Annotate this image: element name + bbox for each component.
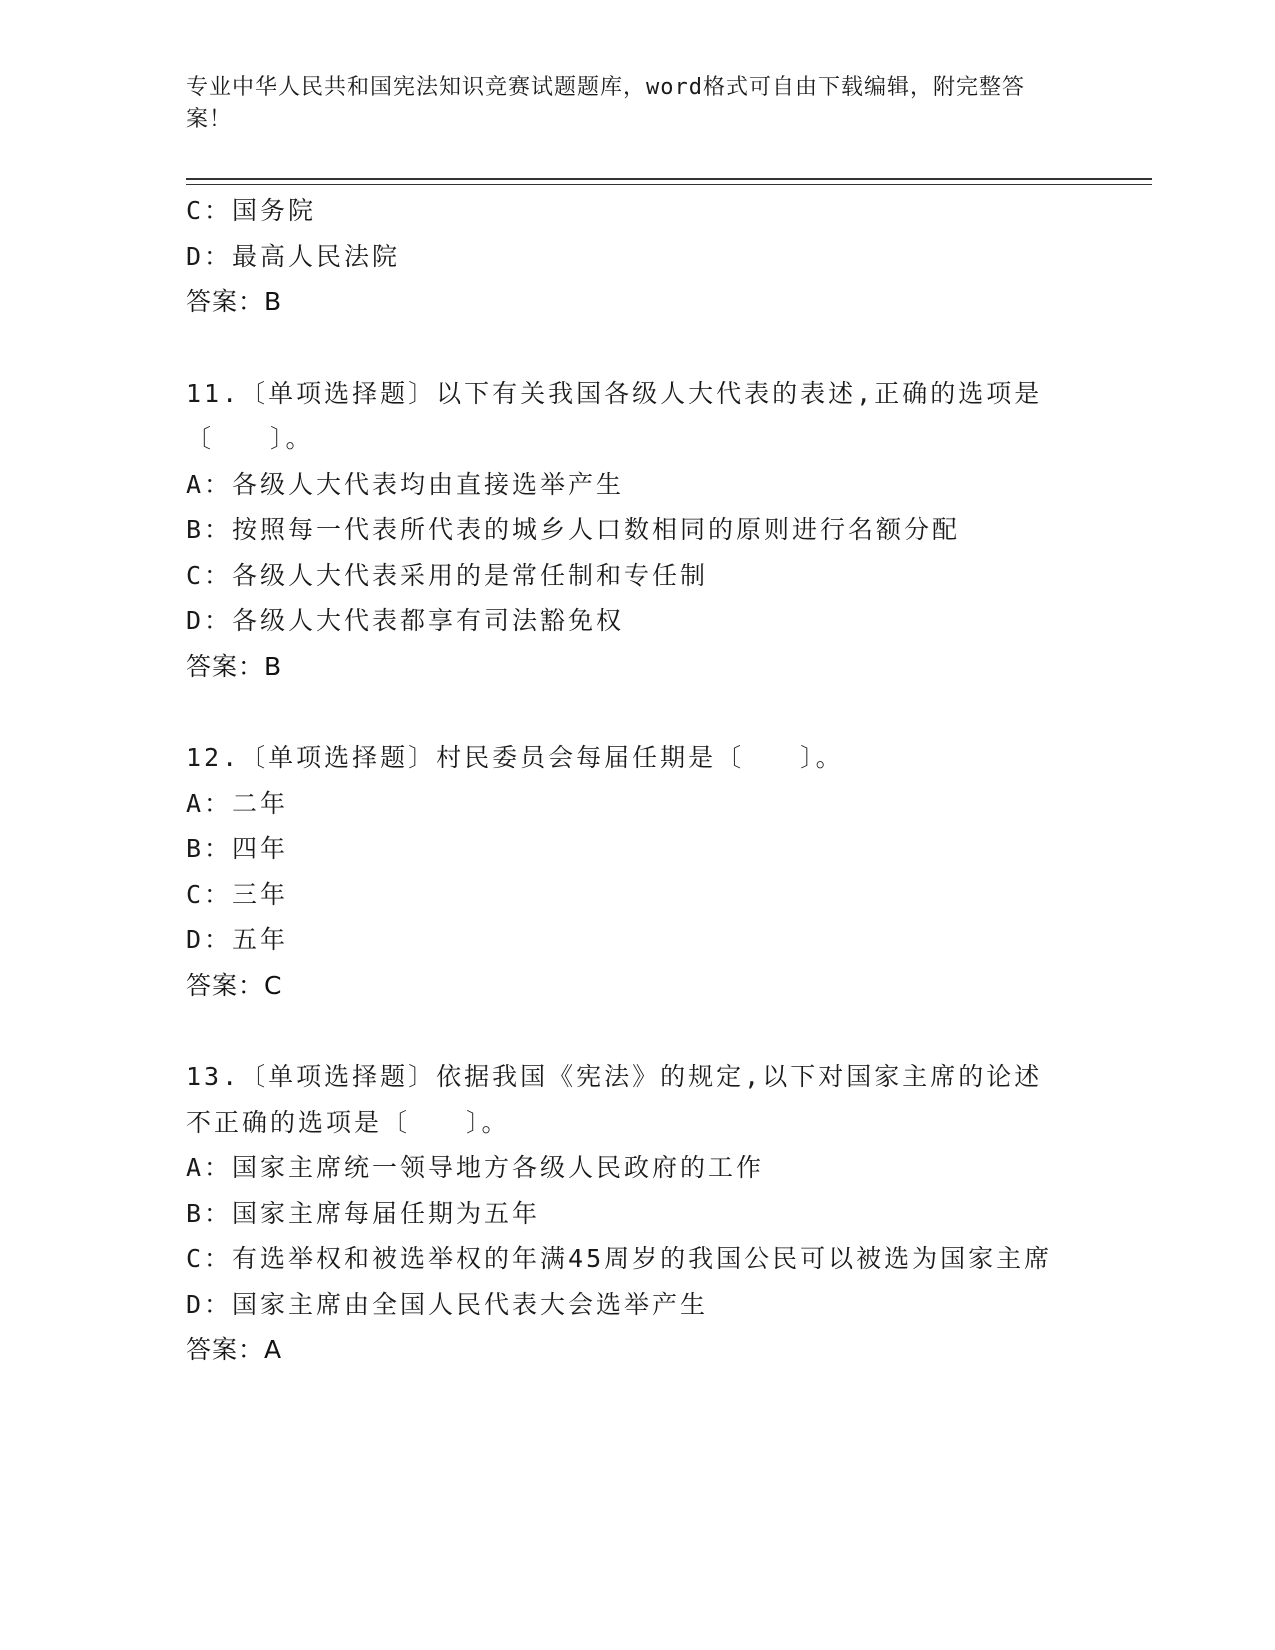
option-d: D：最高人民法院 bbox=[186, 241, 401, 271]
option-c: C：有选举权和被选举权的年满45周岁的我国公民可以被选为国家主席 bbox=[186, 1244, 1053, 1273]
option-a: A：国家主席统一领导地方各级人民政府的工作 bbox=[186, 1153, 765, 1182]
option-a: A：各级人大代表均由直接选举产生 bbox=[186, 469, 625, 499]
option-b: B：四年 bbox=[186, 834, 289, 863]
question-13 bbox=[186, 1054, 1066, 1373]
answer-line: 答案：B bbox=[186, 651, 283, 681]
option-c: C：三年 bbox=[186, 879, 289, 909]
option-a: A：二年 bbox=[186, 788, 289, 818]
option-d: D：五年 bbox=[186, 925, 289, 954]
answer-line: 答案：C bbox=[186, 970, 283, 1000]
question-10-tail bbox=[186, 188, 1066, 325]
spacer bbox=[186, 325, 1066, 371]
page-header: 专业中华人民共和国宪法知识竞赛试题题库，word格式可自由下载编辑，附完整答案！ bbox=[186, 75, 1025, 132]
header-rule-thick bbox=[186, 178, 1152, 180]
question-12 bbox=[186, 735, 1066, 1008]
option-d: D：各级人大代表都享有司法豁免权 bbox=[186, 606, 625, 635]
question-content bbox=[186, 188, 1066, 1373]
option-b: B：按照每一代表所代表的城乡人口数相同的原则进行名额分配 bbox=[186, 515, 961, 544]
question-stem: 12.〔单项选择题〕村民委员会每届任期是〔 〕。 bbox=[186, 743, 844, 772]
option-c: C：国务院 bbox=[186, 196, 317, 225]
question-11 bbox=[186, 371, 1066, 690]
question-stem: 11.〔单项选择题〕以下有关我国各级人大代表的表述,正确的选项是〔 〕。 bbox=[186, 378, 1043, 453]
header-rule-thin bbox=[186, 184, 1152, 185]
spacer bbox=[186, 1008, 1066, 1054]
answer-line: 答案：A bbox=[186, 1335, 283, 1364]
option-b: B：国家主席每届任期为五年 bbox=[186, 1198, 541, 1228]
option-c: C：各级人大代表采用的是常任制和专任制 bbox=[186, 560, 709, 590]
answer-line: 答案：B bbox=[186, 287, 283, 316]
option-d: D：国家主席由全国人民代表大会选举产生 bbox=[186, 1289, 709, 1319]
spacer bbox=[186, 689, 1066, 735]
question-stem: 13.〔单项选择题〕依据我国《宪法》的规定,以下对国家主席的论述不正确的选项是〔 〕。 bbox=[186, 1062, 1043, 1137]
